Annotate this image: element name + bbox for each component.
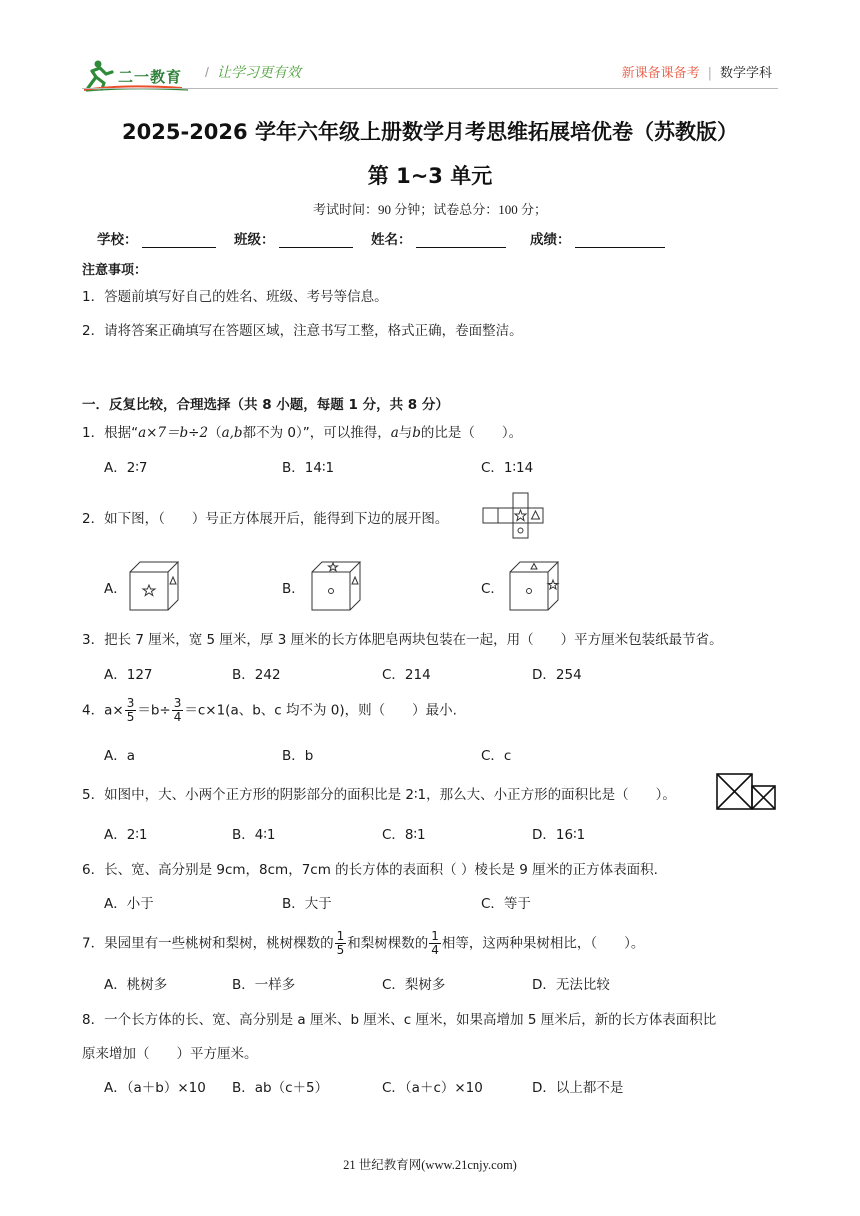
- q4-option-c[interactable]: C．c: [481, 748, 512, 764]
- q5-option-a[interactable]: A．2∶1: [104, 827, 148, 843]
- question-4: 4．a× $\frac{3}{5}$ ＝b÷ $\frac{3}{4}$ ＝c×1(a、b、c 均不为 0)，则（ ）最小.: [82, 696, 457, 724]
- q3-option-b[interactable]: B．242: [232, 667, 281, 683]
- page-title: 2025-2026 学年六年级上册数学月考思维拓展培优卷（苏教版）: [122, 120, 738, 144]
- cube-net-figure: [482, 492, 548, 542]
- squares-figure: [716, 773, 778, 811]
- question-3: 3．把长 7 厘米，宽 5 厘米，厚 3 厘米的长方体肥皂两块包装在一起，用（ ）平方厘米包装纸最节省。: [82, 632, 723, 648]
- q7-option-a[interactable]: A．桃树多: [104, 977, 168, 993]
- header-tags: 新课备课备考 | 数学学科: [621, 66, 772, 81]
- fraction-1-4: $\frac{1}{4}$: [431, 929, 439, 957]
- q5-option-b[interactable]: B．4∶1: [232, 827, 276, 843]
- q1-option-b[interactable]: B．14∶1: [282, 460, 335, 476]
- logo: [82, 58, 192, 92]
- fraction-1-5: $\frac{1}{5}$: [336, 929, 345, 957]
- score-blank[interactable]: [575, 233, 665, 248]
- class-blank[interactable]: [279, 233, 353, 248]
- q8-option-a[interactable]: A．（a＋b）×10: [104, 1080, 206, 1096]
- q7-option-d[interactable]: D．无法比较: [532, 977, 610, 993]
- question-1: 1．根据“a×7＝b÷2（a,b都不为 0）”，可以推得，a与b的比是（ ）。: [82, 425, 523, 441]
- q8-option-b[interactable]: B．ab（c＋5）: [232, 1080, 329, 1096]
- notice-item: 1．答题前填写好自己的姓名、班级、考号等信息。: [82, 289, 388, 305]
- fraction-3-4: $\frac{3}{4}$: [173, 696, 182, 724]
- q7-option-c[interactable]: C．梨树多: [382, 977, 446, 993]
- q2-option-a[interactable]: A．: [104, 581, 127, 597]
- question-5: 5．如图中，大、小两个正方形的阴影部分的面积比是 2∶1，那么大、小正方形的面积比是（ ）。: [82, 787, 676, 803]
- q2-cube-b-icon: [306, 560, 364, 612]
- school-field: 学校：: [97, 228, 216, 248]
- question-7: 7．果园里有一些桃树和梨树，桃树棵数的 $\frac{1}{5}$ 和梨树棵数的 $\frac{1}{4}$ 相等，这两种果树相比，（ ）。: [82, 929, 645, 957]
- class-field: 班级：: [234, 228, 353, 248]
- header-divider: [82, 88, 778, 89]
- q5-option-d[interactable]: D．16∶1: [532, 827, 586, 843]
- q5-option-c[interactable]: C．8∶1: [382, 827, 426, 843]
- page-footer: 21 世纪教育网(www.21cnjy.com): [343, 1158, 517, 1172]
- q2-cube-c-icon: [504, 560, 562, 612]
- score-field: 成绩：: [530, 228, 665, 248]
- question-6: 6．长、宽、高分别是 9cm，8cm，7cm 的长方体的表面积（ ）棱长是 9 厘米的正方体表面积.: [82, 862, 658, 878]
- q4-option-b[interactable]: B．b: [282, 748, 314, 764]
- q3-option-c[interactable]: C．214: [382, 667, 431, 683]
- q4-option-a[interactable]: A．a: [104, 748, 136, 764]
- q6-option-a[interactable]: A．小于: [104, 896, 154, 912]
- tag-left: 新课备课备考: [621, 66, 700, 81]
- fraction-3-5: $\frac{3}{5}$: [126, 696, 135, 724]
- school-blank[interactable]: [142, 233, 216, 248]
- q3-option-d[interactable]: D．254: [532, 667, 582, 683]
- name-field: 姓名：: [371, 228, 506, 248]
- q6-option-b[interactable]: B．大于: [282, 896, 332, 912]
- question-8: 8．一个长方体的长、宽、高分别是 a 厘米、b 厘米、c 厘米，如果高增加 5 厘米后，新的长方体表面积比: [82, 1012, 717, 1028]
- slogan-text: 让学习更有效: [216, 64, 301, 80]
- name-blank[interactable]: [416, 233, 506, 248]
- q8-option-d[interactable]: D．以上都不是: [532, 1080, 624, 1096]
- slogan: / 让学习更有效: [205, 64, 301, 80]
- q2-option-b[interactable]: B．: [282, 581, 305, 597]
- q6-option-c[interactable]: C．等于: [481, 896, 531, 912]
- tag-right: 数学学科: [719, 66, 772, 81]
- q1-option-a[interactable]: A．2∶7: [104, 460, 148, 476]
- exam-info: 考试时间：90 分钟；试卷总分：100 分；: [312, 202, 547, 217]
- q7-option-b[interactable]: B．一样多: [232, 977, 296, 993]
- page-subtitle: 第 1~3 单元: [367, 164, 493, 188]
- q8-option-c[interactable]: C．（a＋c）×10: [382, 1080, 483, 1096]
- notice-heading: 注意事项：: [82, 263, 148, 278]
- section-heading: 一．反复比较，合理选择（共 8 小题，每题 1 分，共 8 分）: [82, 397, 449, 413]
- q2-cube-a-icon: [124, 560, 182, 612]
- logo-text: 二一教育: [118, 68, 183, 86]
- q2-option-c[interactable]: C．: [481, 581, 504, 597]
- q1-option-c[interactable]: C．1∶14: [481, 460, 534, 476]
- question-8-continued: 原来增加（ ）平方厘米。: [82, 1046, 258, 1062]
- notice-item: 2．请将答案正确填写在答题区域，注意书写工整，格式正确，卷面整洁。: [82, 323, 523, 339]
- q3-option-a[interactable]: A．127: [104, 667, 153, 683]
- question-2: 2．如下图，（ ）号正方体展开后，能得到下边的展开图。: [82, 511, 449, 527]
